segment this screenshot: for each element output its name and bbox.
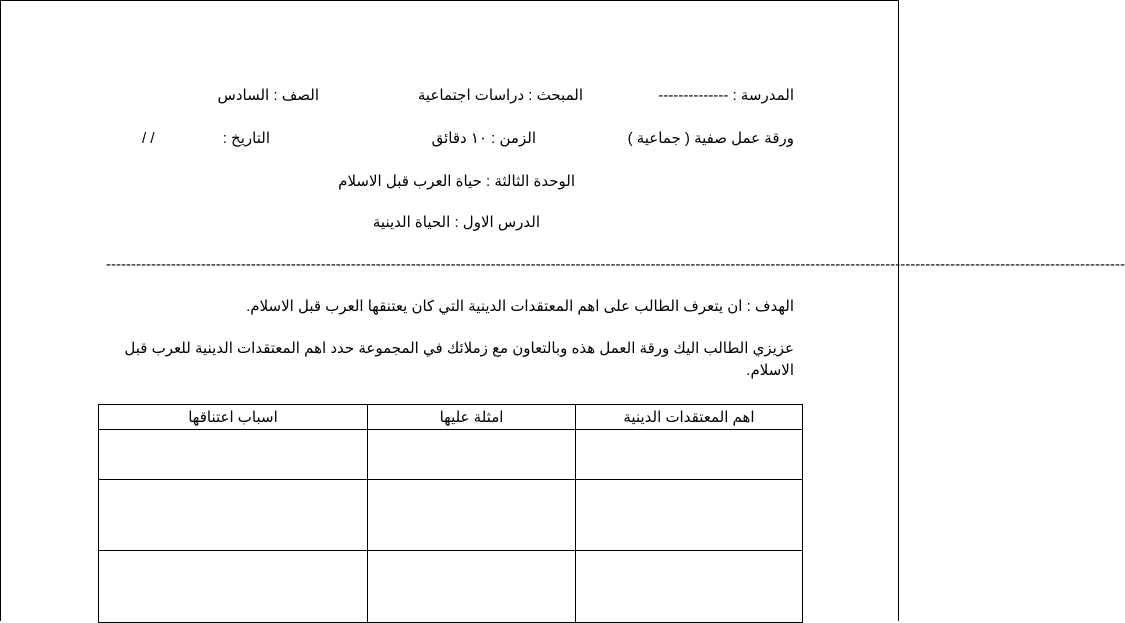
worksheet-type-label: ورقة عمل صفية ( جماعية ) — [627, 130, 794, 147]
school-label: المدرسة : -------------- — [658, 87, 794, 104]
table-header-row — [99, 405, 803, 430]
table-row — [99, 551, 803, 623]
header-beliefs: اهم المعتقدات الدينية — [576, 405, 803, 430]
cell-beliefs[interactable] — [576, 551, 803, 623]
cell-beliefs[interactable] — [576, 430, 803, 480]
cell-examples[interactable] — [368, 551, 576, 623]
subject-label: المبحث : دراسات اجتماعية — [417, 87, 583, 104]
cell-examples[interactable] — [368, 430, 576, 480]
grade-label: الصف : السادس — [217, 87, 319, 104]
instruction-text: عزيزي الطالب اليك ورقة العمل هذه وبالتعاون مع زملائك في المجموعة حدد اهم المعتقدات الدينية للعرب قبل الاسلام. — [124, 340, 794, 379]
date-slashes: / / — [142, 130, 155, 147]
table-row — [99, 480, 803, 551]
table-row — [99, 430, 803, 480]
lesson-label: الدرس الاول : الحياة الدينية — [372, 214, 540, 231]
cell-reasons[interactable] — [99, 480, 368, 551]
header-examples: امثلة عليها — [368, 405, 576, 430]
time-label: الزمن : ١٠ دقائق — [431, 130, 536, 147]
cell-examples[interactable] — [368, 480, 576, 551]
worksheet-table — [98, 404, 803, 623]
cell-reasons[interactable] — [99, 551, 368, 623]
cell-reasons[interactable] — [99, 430, 368, 480]
unit-label: الوحدة الثالثة : حياة العرب قبل الاسلام — [338, 173, 575, 190]
cell-beliefs[interactable] — [576, 480, 803, 551]
objective-text: الهدف : ان يتعرف الطالب على اهم المعتقدات الدينية التي كان يعتنقها العرب قبل الاسلام. — [246, 298, 794, 315]
date-label: التاريخ : — [222, 130, 270, 147]
header-reasons: اسباب اعتناقها — [99, 405, 368, 430]
separator-line: ------------------------------------------------------------------------------------------------------------------------------------------------------------------------------------------------------------ — [106, 256, 1125, 273]
